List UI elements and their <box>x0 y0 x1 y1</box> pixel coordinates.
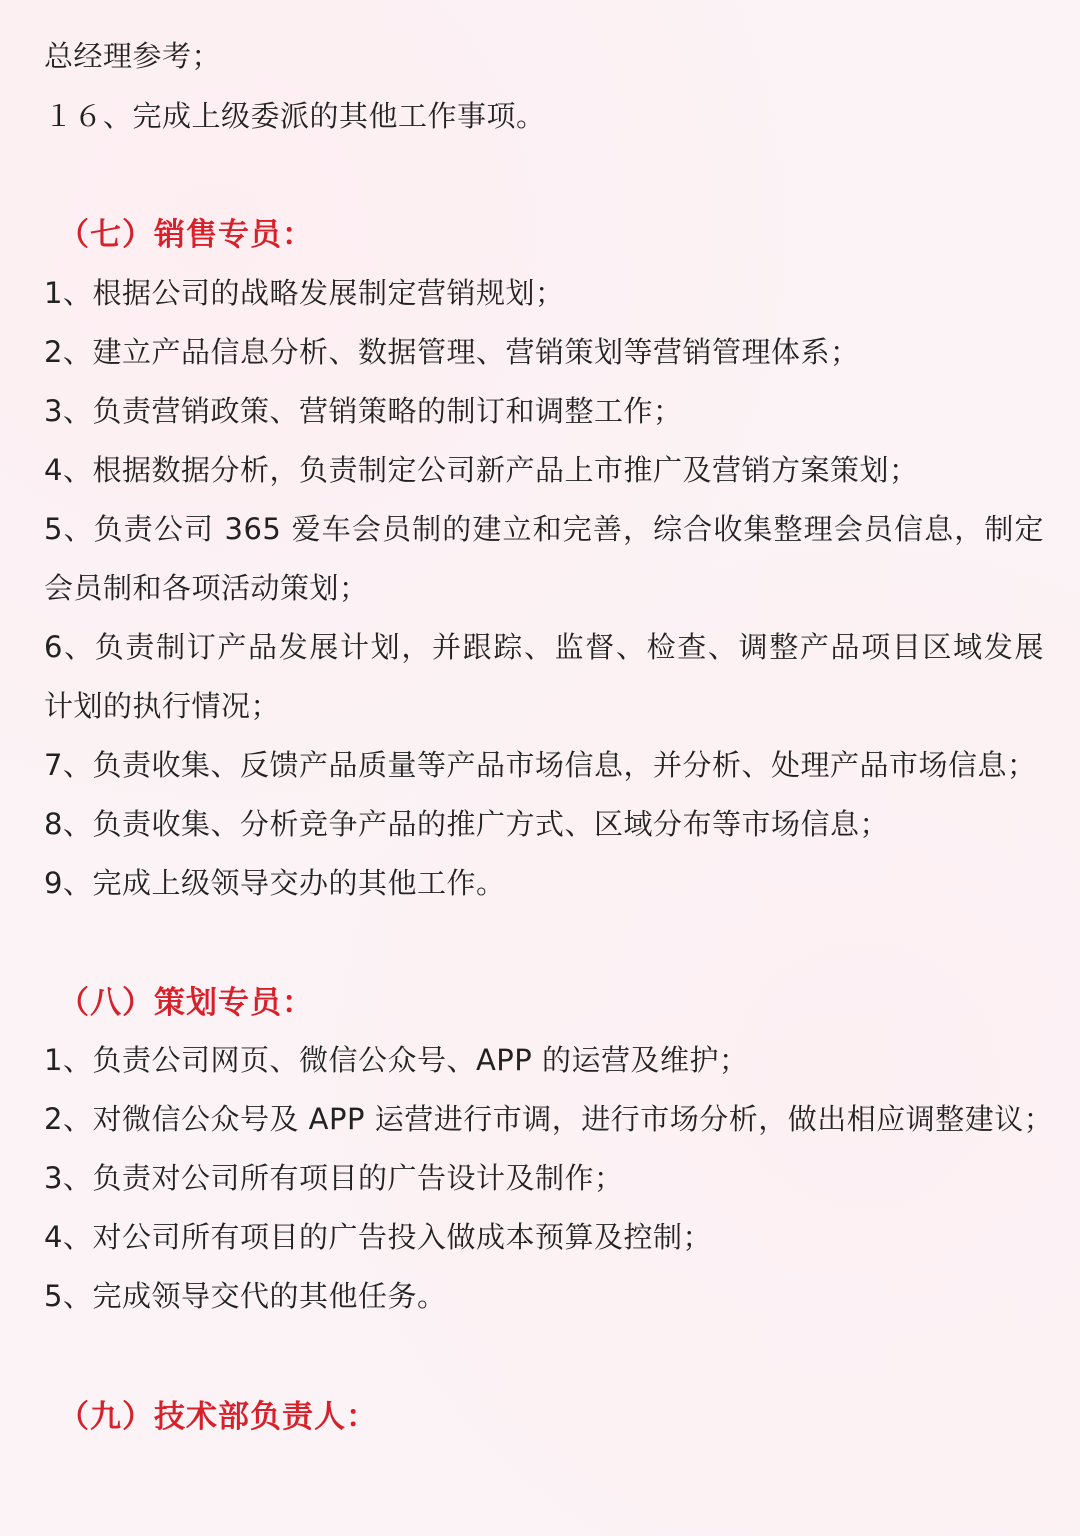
text-line-item-16: １６、完成上级委派的其他工作事项。 <box>44 99 546 133</box>
list-item: 6、负责制订产品发展计划，并跟踪、监督、检查、调整产品项目区域发展 <box>44 630 1044 664</box>
list-item: 1、根据公司的战略发展制定营销规划； <box>44 276 565 310</box>
text-line-continued: 总经理参考； <box>44 39 222 73</box>
list-item: 3、负责营销政策、营销策略的制订和调整工作； <box>44 394 683 428</box>
list-item: 2、对微信公众号及 APP 运营进行市调，进行市场分析，做出相应调整建议； <box>44 1102 1054 1136</box>
list-item-continued: 计划的执行情况； <box>44 689 281 723</box>
list-item: 8、负责收集、分析竞争产品的推广方式、区域分布等市场信息； <box>44 807 889 841</box>
list-item: 9、完成上级领导交办的其他工作。 <box>44 866 506 900</box>
section-heading-planning: （八）策划专员： <box>58 985 314 1021</box>
section-heading-sales: （七）销售专员： <box>58 217 314 253</box>
list-item: 5、负责公司 365 爱车会员制的建立和完善，综合收集整理会员信息，制定 <box>44 512 1044 546</box>
list-item: 1、负责公司网页、微信公众号、APP 的运营及维护； <box>44 1043 749 1077</box>
list-item: 7、负责收集、反馈产品质量等产品市场信息，并分析、处理产品市场信息； <box>44 748 1037 782</box>
section-heading-tech-lead: （九）技术部负责人： <box>58 1399 378 1435</box>
list-item: 2、建立产品信息分析、数据管理、营销策划等营销管理体系； <box>44 335 860 369</box>
list-item-continued: 会员制和各项活动策划； <box>44 571 369 605</box>
list-item: 3、负责对公司所有项目的广告设计及制作； <box>44 1161 624 1195</box>
list-item: 4、根据数据分析，负责制定公司新产品上市推广及营销方案策划； <box>44 453 919 487</box>
list-item: 5、完成领导交代的其他任务。 <box>44 1279 447 1313</box>
list-item: 4、对公司所有项目的广告投入做成本预算及控制； <box>44 1220 712 1254</box>
